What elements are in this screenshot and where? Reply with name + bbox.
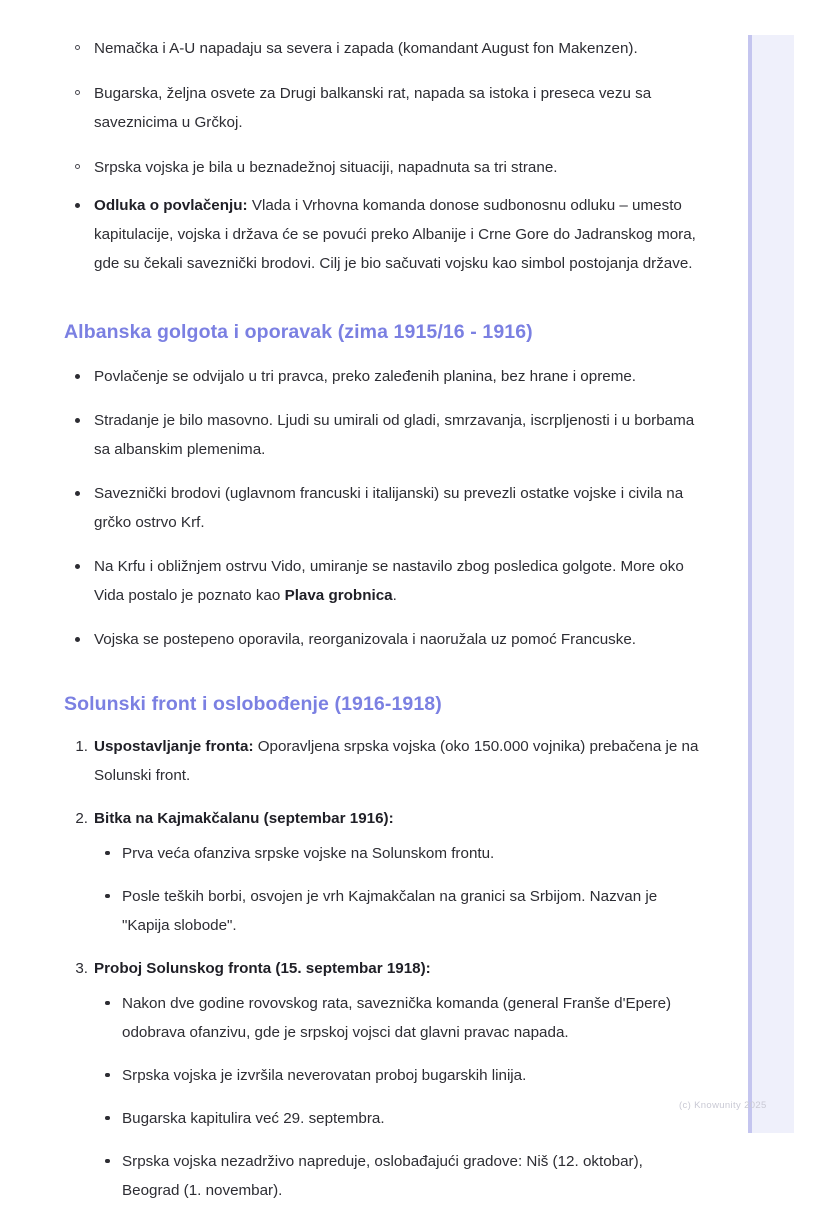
sub-bullet-list-proboj-fronta: [94, 989, 700, 1205]
numbered-list-item: [64, 732, 700, 790]
copyright-watermark: (c) Knowunity 2025: [679, 1100, 767, 1111]
list-item-text: Srpska vojska je izvršila neverovatan proboj bugarskih linija.: [122, 1066, 527, 1084]
list-item: [64, 406, 700, 464]
list-item-text: Vojska se postepeno oporavila, reorganizovala i naoružala uz pomoć Francuske.: [94, 631, 637, 649]
list-item-text: Bugarska kapitulira već 29. septembra.: [122, 1109, 385, 1127]
list-item: [64, 362, 700, 391]
list-item-text: Na Krfu i obližnjem ostrvu Vido, umiranje se nastavilo zbog posledica golgote. More oko Vida postalo je poznato kao: [94, 558, 684, 605]
list-item: [94, 882, 700, 940]
section-heading-solunski-front: Solunski front i oslobođenje (1916-1918): [64, 693, 442, 716]
list-item-text: Prva veća ofanziva srpske vojske na Solunskom frontu.: [122, 844, 495, 862]
list-item-text: Stradanje je bilo masovno. Ljudi su umirali od gladi, smrzavanja, iscrpljenosti i u borbama sa albanskim plemenima.: [94, 412, 695, 459]
list-item-lead: Odluka o povlačenju:: [94, 197, 248, 214]
disc-bullet-icon: [75, 374, 80, 379]
list-item-text: Vlada i Vrhovna komanda donose sudbonosnu odluku – umesto kapitulacije, vojska i država će se povući preko Albanije i Crne Gore do Jadranskog mora, gde su čekali saveznički brodovi. Cilj je bio sačuvati vojsku kao simbol postojanja države.: [94, 197, 696, 272]
bullet-list-decision: [64, 191, 700, 278]
sub-bullet-list-attack-directions: [64, 34, 700, 182]
list-item-lead: Uspostavljanje fronta:: [94, 737, 254, 755]
list-item-text: Nemačka i A-U napadaju sa severa i zapada (komandant August fon Makenzen).: [94, 40, 638, 57]
disc-bullet-icon: [105, 1073, 110, 1078]
list-item: [64, 479, 700, 537]
list-item-text: Srpska vojska nezadrživo napreduje, oslobađajući gradove: Niš (12. oktobar), Beograd (1. novembar).: [122, 1152, 643, 1199]
list-item: [94, 989, 700, 1047]
list-item-text: Povlačenje se odvijalo u tri pravca, preko zaleđenih planina, bez hrane i opreme.: [94, 368, 637, 386]
disc-bullet-icon: [105, 1116, 110, 1121]
disc-bullet-icon: [75, 418, 80, 423]
list-item: [94, 1147, 700, 1205]
list-number: 1.: [75, 737, 88, 755]
disc-bullet-icon: [75, 491, 80, 496]
list-item-text: Srpska vojska je bila u beznadežnoj situaciji, napadnuta sa tri strane.: [94, 159, 558, 176]
list-item-text: Oporavljena srpska vojska (oko 150.000 vojnika) prebačena je na Solunski front.: [94, 737, 699, 784]
numbered-list-item: [64, 954, 700, 1205]
list-item: [64, 79, 700, 137]
disc-bullet-icon: [75, 637, 80, 642]
list-item: [94, 1061, 700, 1090]
circle-bullet-icon: [75, 164, 80, 169]
circle-bullet-icon: [75, 45, 80, 50]
numbered-list-item: [64, 804, 700, 940]
numbered-list-solunski-front: [64, 732, 700, 1205]
disc-bullet-icon: [105, 1001, 110, 1006]
disc-bullet-icon: [75, 203, 80, 208]
list-item: [94, 1104, 700, 1133]
disc-bullet-icon: [105, 894, 110, 899]
disc-bullet-icon: [105, 1159, 110, 1164]
disc-bullet-icon: [75, 564, 80, 569]
disc-bullet-icon: [105, 851, 110, 856]
right-side-scroll-strip[interactable]: [748, 35, 794, 1133]
list-item: [94, 839, 700, 868]
list-item-text: Nakon dve godine rovovskog rata, saveznička komanda (general Franše d'Epere) odobrava ofanzivu, gde je srpskoj vojsci dat glavni pravac napada.: [122, 994, 672, 1041]
list-item-text: Bugarska, željna osvete za Drugi balkanski rat, napada sa istoka i preseca vezu sa saveznicima u Grčkoj.: [94, 85, 652, 131]
sub-bullet-list-kajmakcalan: [94, 839, 700, 940]
list-number: 2.: [75, 809, 88, 827]
list-item: [64, 153, 700, 182]
list-item: [64, 34, 700, 63]
section-heading-albanska-golgota: Albanska golgota i oporavak (zima 1915/16 - 1916): [64, 321, 533, 343]
list-item-lead: Bitka na Kajmakčalanu (septembar 1916):: [94, 809, 394, 827]
circle-bullet-icon: [75, 90, 80, 95]
list-item-lead: Proboj Solunskog fronta (15. septembar 1918):: [94, 959, 431, 977]
list-item-text-suffix: .: [392, 587, 397, 605]
list-item-odluka-o-povlacenju: [64, 191, 700, 278]
list-item-text: Posle teških borbi, osvojen je vrh Kajmakčalan na granici sa Srbijom. Nazvan je "Kapija slobode".: [122, 887, 658, 934]
list-item-plava-grobnica: [64, 552, 700, 610]
emphasis-plava-grobnica: Plava grobnica: [284, 587, 393, 605]
spacer: [64, 182, 700, 191]
list-item: [64, 625, 700, 654]
bullet-list-albanska-golgota: [64, 362, 700, 654]
list-number: 3.: [75, 959, 88, 977]
list-item-text: Saveznički brodovi (uglavnom francuski i italijanski) su prevezli ostatke vojske i civila na grčko ostrvo Krf.: [94, 485, 684, 532]
